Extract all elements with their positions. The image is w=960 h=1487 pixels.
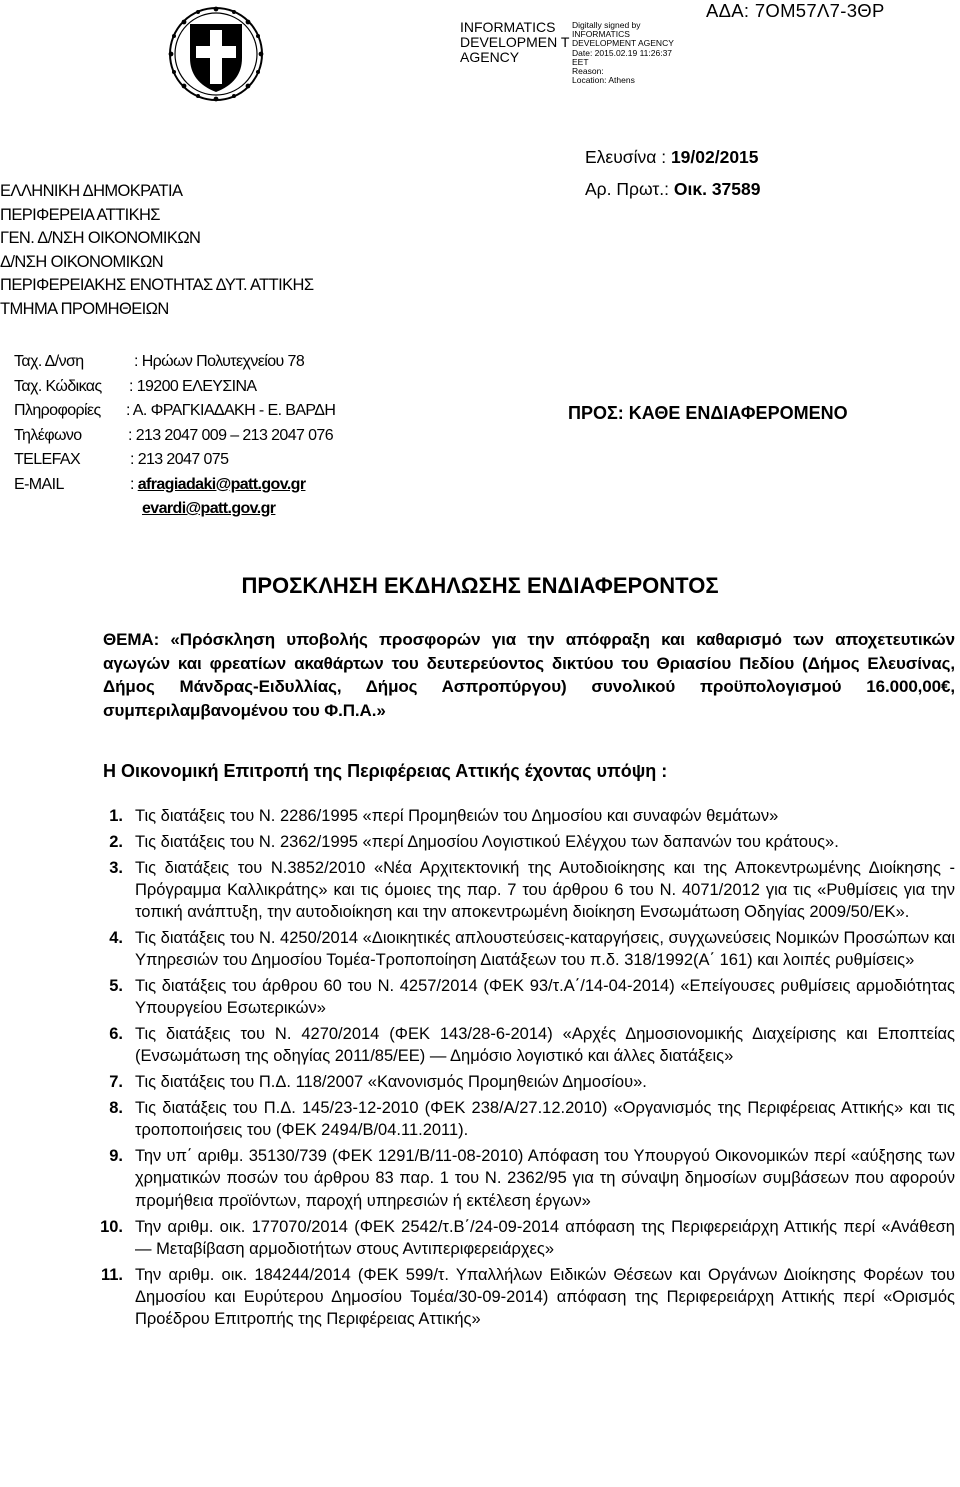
- list-item: [0, 1023, 955, 1068]
- contact-postcode: [14, 375, 335, 400]
- contact-value: : Ηρώων Πολυτεχνείου 78: [134, 353, 305, 370]
- list-item: [0, 975, 955, 1020]
- org-line: Δ/ΝΣΗ ΟΙΚΟΝΟΜΙΚΩΝ: [0, 252, 164, 271]
- contact-label: Ταχ. Κώδικας: [14, 377, 102, 395]
- date-value: 19/02/2015: [670, 147, 759, 167]
- item-text: Τις διατάξεις του Ν. 4250/2014 «Διοικητικές απλουστεύσεις-καταργήσεις, συγχωνεύσεις Νομικών Προσώπων και Υπηρεσιών του Δημοσίου Τομέα-Τροποποίηση Διατάξεων του π.δ. 318/1992(Α΄ 161) και λοιπές ρυθμίσεις»: [135, 928, 955, 970]
- org-line: ΕΛΛΗΝΙΚΗ ΔΗΜΟΚΡΑΤΙΑ: [0, 182, 183, 200]
- item-number: 8.: [109, 1099, 123, 1118]
- committee-heading: Η Οικονομική Επιτροπή της Περιφέρειας Αττικής έχοντας υπόψη :: [103, 761, 668, 781]
- contact-fax: [14, 448, 335, 473]
- org-line: ΤΜΗΜΑ ΠΡΟΜΗΘΕΙΩΝ: [0, 299, 169, 318]
- item-number: 5.: [109, 977, 123, 996]
- item-text: Τις διατάξεις του Π.Δ. 145/23-12-2010 (ΦΕΚ 238/Α/27.12.2010) «Οργανισμός της Περιφέρειας Αττικής» και τις τροποποιήσεις του (ΦΕΚ 2494/Β/04.11.2011).: [135, 1099, 955, 1140]
- item-text: Τις διατάξεις του Ν. 4270/2014 (ΦΕΚ 143/28-6-2014) «Αρχές Δημοσιονομικής Διαχείρισης και Εποπτείας (Ενσωμάτωση της οδηγίας 2011/85/ΕΕ) — Δημόσιο λογιστικό και άλλες διατάξεις»: [135, 1025, 955, 1066]
- provisions-list: [0, 805, 955, 1334]
- item-number: 1.: [109, 807, 123, 825]
- signature-line: Reason:: [572, 66, 604, 77]
- contact-address: [14, 350, 335, 375]
- item-text: Την αριθμ. οικ. 177070/2014 (ΦΕΚ 2542/τ.Β΄/24-09-2014 απόφαση της Περιφερειάρχη Αττικής περί «Ανάθεση — Μεταβίβαση αρμοδιοτήτων στους Αντιπεριφερειάρχες»: [135, 1217, 955, 1258]
- item-number: 6.: [109, 1025, 123, 1044]
- item-number: 4.: [109, 928, 123, 947]
- contact-label: Ταχ. Δ/νση: [14, 353, 84, 370]
- email-link-evardi[interactable]: evardi@patt.gov.gr: [142, 500, 276, 517]
- place-date-label: Ελευσίνα :: [585, 147, 671, 167]
- list-item: [0, 1145, 955, 1212]
- item-number: 2.: [109, 832, 123, 851]
- item-number: 10.: [100, 1217, 123, 1236]
- contact-label: E-MAIL: [14, 475, 64, 493]
- item-text: Τις διατάξεις του Ν. 2362/1995 «περί Δημοσίου Λογιστικού Ελέγχου των δαπανών του κράτους».: [135, 832, 839, 851]
- contact-info: [14, 399, 335, 424]
- list-item: [0, 1216, 955, 1261]
- list-item: [0, 805, 955, 827]
- contact-block: [14, 350, 335, 522]
- list-item: [0, 831, 955, 853]
- item-number: 11.: [100, 1265, 123, 1284]
- place-date: [585, 147, 759, 168]
- signature-line: EET: [572, 56, 589, 67]
- item-text: Τις διατάξεις του Ν. 2286/1995 «περί Προμηθειών του Δημοσίου και συναφών θεμάτων»: [135, 807, 779, 825]
- list-item: [0, 857, 955, 924]
- signature-details: [572, 21, 674, 85]
- list-item: [0, 1071, 955, 1093]
- item-number: 7.: [109, 1073, 123, 1092]
- item-number: 3.: [109, 858, 123, 877]
- contact-value: : 19200 ΕΛΕΥΣΙΝΑ: [129, 377, 257, 395]
- contact-label: Τηλέφωνο: [14, 426, 82, 444]
- list-item: [0, 1264, 955, 1331]
- signer-name: INFORMATICS DEVELOPMEN T AGENCY: [460, 19, 570, 65]
- contact-value: : Α. ΦΡΑΓΚΙΑΔΑΚΗ - Ε. ΒΑΡΔΗ: [126, 402, 336, 419]
- protocol-label: Αρ. Πρωτ.:: [585, 179, 674, 199]
- document-title: ΠΡΟΣΚΛΗΣΗ ΕΚΔΗΛΩΣΗΣ ΕΝΔΙΑΦΕΡΟΝΤΟΣ: [241, 573, 719, 598]
- contact-phone: [14, 424, 335, 449]
- signature-line: Location: Athens: [572, 75, 635, 86]
- contact-email-2: [14, 497, 335, 522]
- protocol-value: Οικ. 37589: [673, 179, 761, 199]
- org-line: ΠΕΡΙΦΕΡΕΙΑ ΑΤΤΙΚΗΣ: [0, 205, 160, 224]
- recipient: ΠΡΟΣ: ΚΑΘΕ ΕΝΔΙΑΦΕΡΟΜΕΝΟ: [568, 403, 848, 423]
- signature-line: INFORMATICS: [572, 29, 630, 40]
- greek-coat-of-arms-icon: [168, 6, 264, 102]
- email-colon: :: [130, 475, 138, 493]
- contact-label: Πληροφορίες: [14, 402, 101, 419]
- signature-line: Date: 2015.02.19 11:26:37: [572, 47, 673, 58]
- org-line: ΓΕΝ. Δ/ΝΣΗ ΟΙΚΟΝΟΜΙΚΩΝ: [0, 229, 201, 247]
- list-item: [0, 1097, 955, 1142]
- email-link-afragiadaki[interactable]: afragiadaki@patt.gov.gr: [137, 475, 306, 493]
- item-text: Τις διατάξεις του Π.Δ. 118/2007 «Κανονισμός Προμηθειών Δημοσίου».: [135, 1073, 647, 1092]
- organization-block: [0, 180, 313, 321]
- protocol-number: [585, 179, 760, 200]
- subject-paragraph: ΘΕΜΑ: «Πρόσκληση υποβολής προσφορών για την απόφραξη και καθαρισμό των αποχετευτικών αγωγών και φρεατίων ακαθάρτων του δευτερεύοντος δικτύου του Θριασίου Πεδίου (Δήμος Ελευσίνας, Δήμος Μάνδρας-Ειδυλλίας, Δήμος Ασπροπύργου) συνολικού προϋπολογισμού 16.000,00€, συμπεριλαμβανομένου του Φ.Π.Α.»: [103, 630, 955, 720]
- item-number: 9.: [109, 1147, 123, 1166]
- org-line: ΠΕΡΙΦΕΡΕΙΑΚΗΣ ΕΝΟΤΗΤΑΣ ΔΥΤ. ΑΤΤΙΚΗΣ: [0, 276, 314, 294]
- contact-value: : 213 2047 075: [130, 451, 229, 468]
- signature-line: DEVELOPMENT AGENCY: [572, 38, 674, 49]
- contact-email: [14, 473, 335, 498]
- item-text: Την αριθμ. οικ. 184244/2014 (ΦΕΚ 599/τ. Υπαλλήλων Ειδικών Θέσεων και Οργάνων Διοίκησης Φορέων του Δημοσίου και Ευρύτερου Δημοσίου Τομέα/30-09-2014) απόφαση της Περιφερειάρχη Αττικής περί «Ορισμός Προέδρου Επιτροπής της Περιφέρειας Αττικής»: [135, 1265, 955, 1329]
- item-text: Την υπ΄ αριθμ. 35130/739 (ΦΕΚ 1291/Β/11-08-2010) Απόφαση του Υπουργού Οικονομικών περί «αύξησης των χρηματικών ποσών του άρθρου 83 παρ. 1 του Ν. 2362/95 για τη σύναψη δημοσίων συμβάσεων που αφορούν προμήθεια προϊόντων, παροχή υπηρεσιών ή εκτέλεση έργων»: [135, 1147, 955, 1210]
- signature-line: Digitally signed by: [572, 20, 641, 30]
- contact-value: : 213 2047 009 – 213 2047 076: [128, 426, 334, 444]
- item-text: Τις διατάξεις του άρθρου 60 του Ν. 4257/2014 (ΦΕΚ 93/τ.Α΄/14-04-2014) «Επείγουσες ρυθμίσεις αρμοδιότητας Υπουργείου Εσωτερικών»: [135, 977, 955, 1018]
- list-item: [0, 927, 955, 972]
- item-text: Τις διατάξεις του Ν.3852/2010 «Νέα Αρχιτεκτονική της Αυτοδιοίκησης και της Αποκεντρωμένης Διοίκησης - Πρόγραμμα Καλλικράτης» και τις όμοιες της παρ. 7 του άρθρου 6 του Ν. 4071/2012 για τις «Ρυθμίσεις για την τοπική ανάπτυξη, την αυτοδιοίκηση και την αποκεντρωμένη διοίκηση Ενσωμάτωση Οδηγίας 2009/50/ΕΚ».: [135, 858, 955, 922]
- ada-code: ΑΔΑ: 7ΟΜ57Λ7-3ΘΡ: [706, 0, 885, 21]
- contact-label: TELEFAX: [14, 451, 81, 468]
